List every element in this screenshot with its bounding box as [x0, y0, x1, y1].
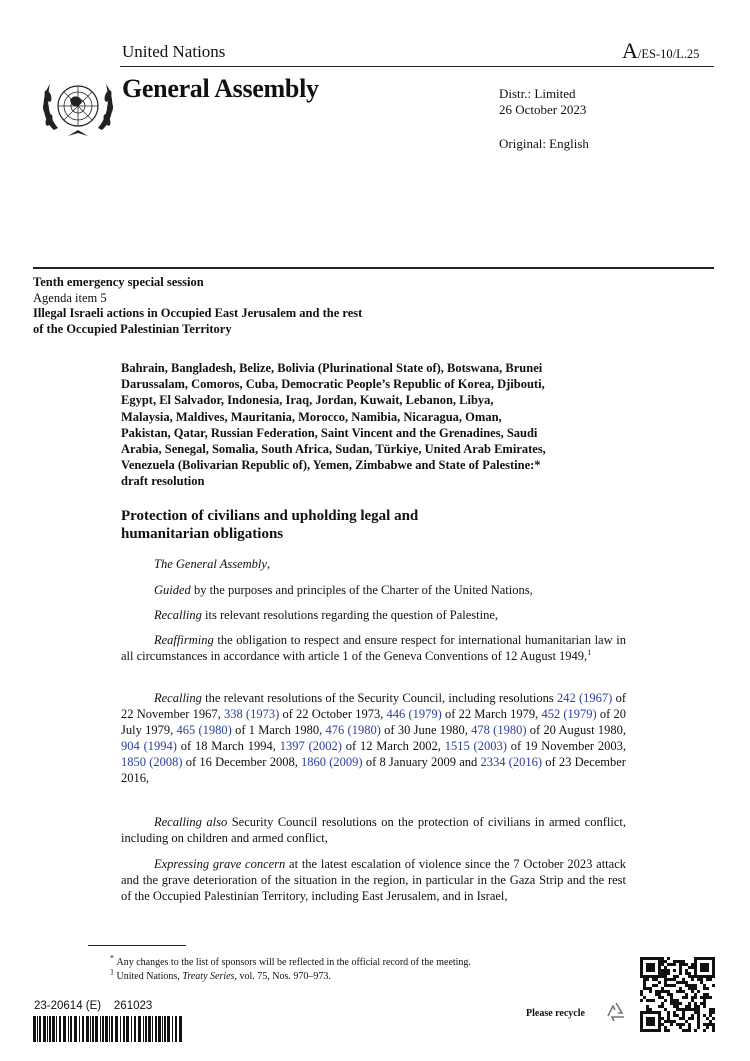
original-language: Original: English	[499, 136, 589, 151]
resolution-date: of 18 March 1994,	[176, 738, 280, 753]
footnote-text: Any changes to the list of sponsors will be reflected in the official record of the meeting.	[116, 957, 471, 968]
organization-name: United Nations	[122, 42, 226, 61]
document-number: 23-20614 (E) 261023	[34, 1000, 153, 1012]
resolution-date: of 19 November 2003,	[506, 738, 626, 753]
resolution-date: of 23 December 2016,	[121, 754, 626, 785]
agenda-title-line-2: of the Occupied Palestinian Territory	[33, 321, 232, 336]
sponsors-line: Venezuela (Bolivarian Republic of), Yemen, Zimbabwe and State of Palestine:*	[121, 458, 541, 473]
agenda-item: Agenda item 5	[33, 290, 107, 305]
agenda-title-line-1: Illegal Israeli actions in Occupied East Jerusalem and the rest	[33, 306, 363, 320]
sponsors-line: Egypt, El Salvador, Indonesia, Iraq, Jordan, Kuwait, Lebanon, Libya,	[121, 393, 494, 408]
session-name: Tenth emergency special session	[33, 275, 204, 289]
resolution-link[interactable]: 478 (1980)	[471, 722, 527, 737]
preamble-paragraph-5	[121, 691, 626, 786]
footnote-text: , vol. 75, Nos. 970–973.	[234, 971, 331, 982]
resolution-link[interactable]: 904 (1994)	[121, 738, 177, 753]
un-emblem-icon	[36, 76, 120, 142]
resolution-link[interactable]: 446 (1979)	[386, 706, 442, 721]
resolution-link[interactable]: 1397 (2002)	[279, 738, 342, 753]
resolution-title	[121, 507, 541, 543]
resolution-link[interactable]: 338 (1973)	[223, 706, 280, 721]
paragraph-lead: Expressing grave concern	[154, 857, 286, 871]
preamble-paragraph-7	[121, 857, 626, 905]
resolution-date: of 22 November 1967,	[121, 691, 626, 721]
sponsors-line: draft resolution	[121, 474, 205, 489]
resolution-link[interactable]: 242 (1967)	[556, 691, 613, 705]
distribution-label: Distr.: Limited	[499, 86, 576, 101]
footnote-marker: 1	[110, 967, 114, 977]
resolution-date: of 1 March 1980,	[231, 722, 326, 737]
resolution-link[interactable]: 452 (1979)	[541, 706, 597, 721]
footnote-reference[interactable]: 1	[587, 647, 592, 657]
paragraph-text: its relevant resolutions regarding the question of Palestine,	[201, 608, 499, 622]
paragraph-text: Security Council resolutions on the protection of civilians in armed conflict, including on children and armed conflict,	[121, 815, 626, 845]
resolution-link[interactable]: 465 (1980)	[176, 722, 232, 737]
document-date: 26 October 2023	[499, 102, 587, 117]
resolution-date: of 22 October 1973,	[279, 706, 387, 721]
resolution-title-line-2: humanitarian obligations	[121, 526, 284, 542]
resolution-date: of 16 December 2008,	[182, 754, 302, 769]
paragraph-lead: Recalling also	[154, 815, 228, 829]
resolution-date: of 20 August 1980,	[526, 722, 627, 737]
resolution-date: of 12 March 2002,	[341, 738, 445, 753]
sponsors-line: Darussalam, Comoros, Cuba, Democratic People’s Republic of Korea, Djibouti,	[121, 377, 545, 392]
paragraph-text: at the latest escalation of violence since the 7 October 2023 attack and the grave deterioration of the situation in the region, in particular in the Gaza Strip and the rest of the Occupied Palestinian Territory, including East Jerusalem, and in Israel,	[121, 857, 627, 903]
footnote-separator	[88, 945, 186, 946]
footnote-1	[110, 967, 331, 983]
resolution-link[interactable]: 1850 (2008)	[121, 754, 183, 769]
resolution-title-line-1: Protection of civilians and upholding legal and	[121, 508, 419, 524]
paragraph-text: by the purposes and principles of the Charter of the United Nations,	[190, 583, 533, 597]
sponsors-line: Arabia, Senegal, Somalia, South Africa, Sudan, Türkiye, United Arab Emirates,	[121, 442, 546, 457]
recycle-label: Please recycle	[526, 1008, 585, 1019]
sponsors-line: Bahrain, Bangladesh, Belize, Bolivia (Plurinational State of), Botswana, Brunei	[121, 361, 543, 375]
resolution-link[interactable]: 2334 (2016)	[480, 754, 543, 769]
body-title: General Assembly	[122, 74, 319, 103]
footnote-italic: Treaty Series	[182, 971, 235, 982]
sponsors-line: Malaysia, Maldives, Mauritania, Morocco, Namibia, Nicaragua, Oman,	[121, 409, 502, 424]
distribution-block	[499, 86, 586, 118]
document-symbol: A/ES-10/L.25	[622, 38, 700, 63]
paragraph-lead: Recalling	[154, 691, 202, 705]
session-rule	[33, 267, 714, 269]
paragraph-lead: Recalling	[154, 608, 202, 622]
paragraph-text: ,	[266, 557, 271, 571]
recycle-icon	[603, 1000, 629, 1026]
qr-code-icon[interactable]	[639, 956, 715, 1032]
paragraph-lead: The General Assembly	[154, 557, 267, 571]
header-rule	[120, 66, 714, 67]
preamble-paragraph-3	[121, 608, 626, 624]
resolution-date: of 8 January 2009 and	[362, 754, 481, 769]
barcode-icon	[33, 1016, 183, 1042]
sponsors-list	[121, 360, 631, 490]
resolution-reference-list	[121, 691, 626, 785]
preamble-paragraph-6	[121, 815, 626, 847]
paragraph-text: the relevant resolutions of the Security Council, including resolutions	[201, 691, 554, 705]
paragraph-text: the obligation to respect and ensure respect for international humanitarian law in all circumstances in accordance with article 1 of the Geneva Conventions of 12 August 1949,	[121, 633, 626, 663]
paragraph-lead: Reaffirming	[154, 633, 214, 647]
preamble-paragraph-2	[121, 583, 626, 599]
paragraph-lead: Guided	[154, 583, 191, 597]
resolution-date: of 20 July 1979,	[121, 706, 627, 737]
preamble-paragraph-1	[121, 557, 626, 573]
resolution-date: of 30 June 1980,	[380, 722, 472, 737]
resolution-link[interactable]: 476 (1980)	[325, 722, 381, 737]
resolution-date: of 22 March 1979,	[441, 706, 542, 721]
session-block	[33, 275, 453, 337]
preamble-paragraph-4	[121, 633, 626, 665]
footnote-text: United Nations,	[116, 971, 183, 982]
resolution-link[interactable]: 1860 (2009)	[301, 754, 363, 769]
footnote-marker: *	[110, 953, 114, 963]
sponsors-line: Pakistan, Qatar, Russian Federation, Saint Vincent and the Grenadines, Saudi	[121, 425, 538, 440]
footnote-star	[110, 953, 471, 969]
resolution-link[interactable]: 1515 (2003)	[444, 738, 507, 753]
